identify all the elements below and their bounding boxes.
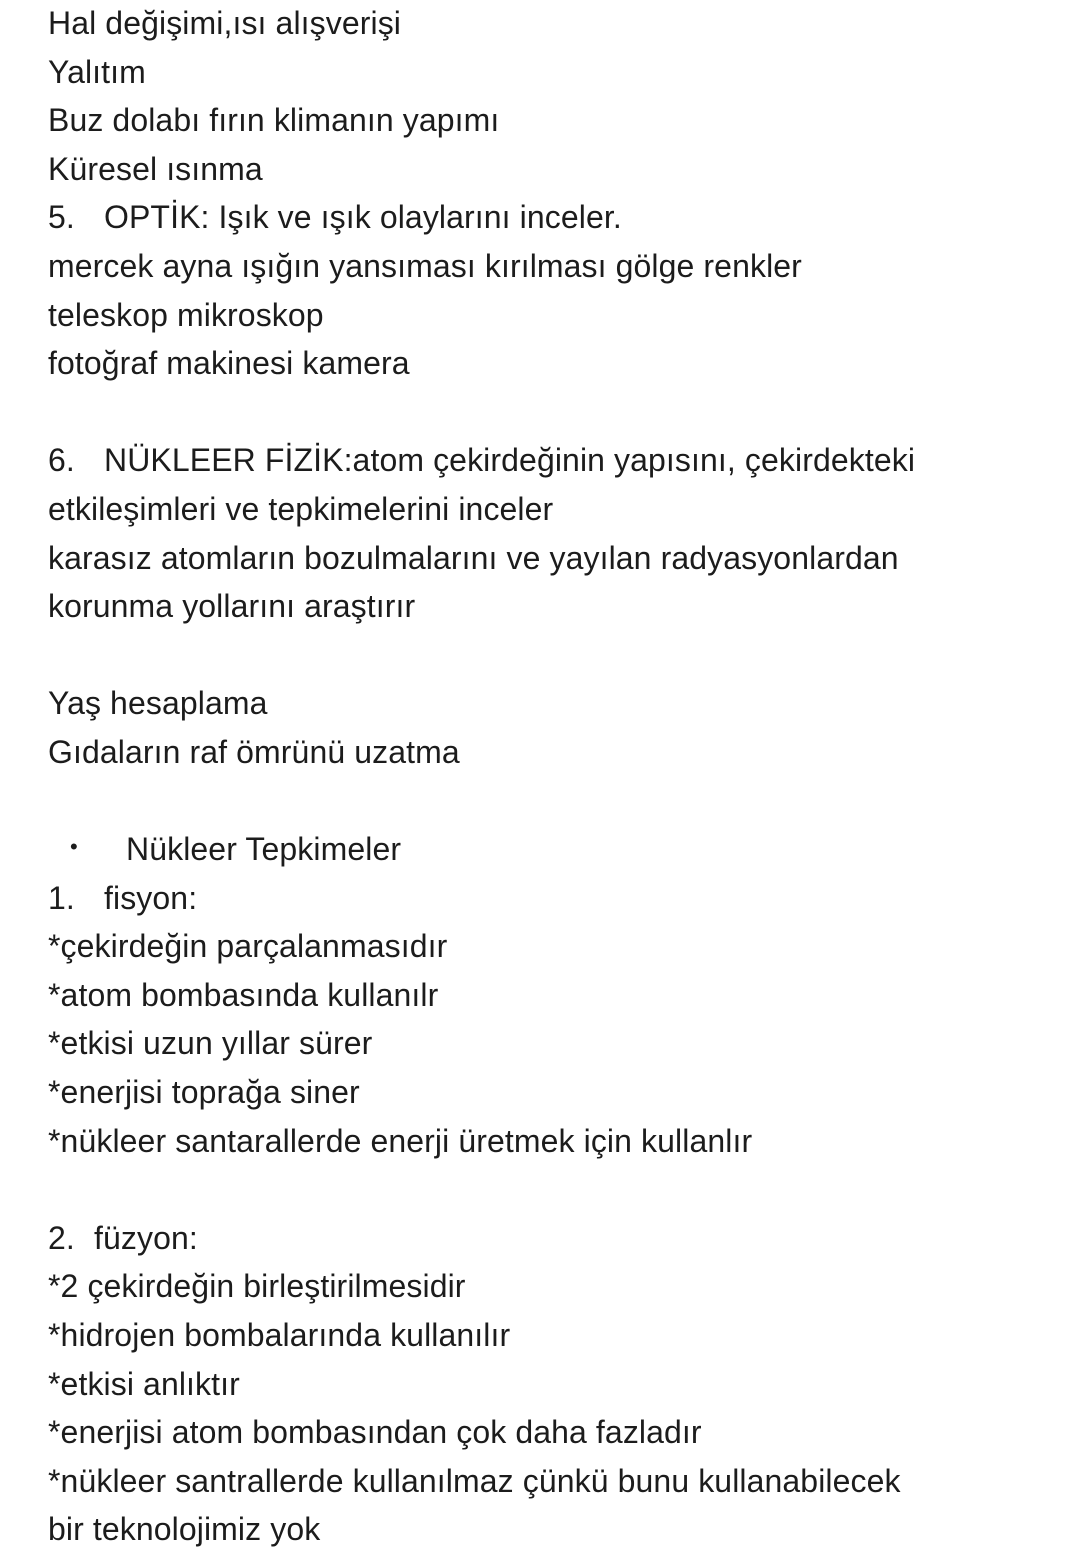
optics-number: 5. bbox=[48, 199, 75, 236]
optics-heading-line bbox=[48, 193, 1058, 242]
spacer bbox=[48, 1165, 1058, 1214]
fission-item: *etkisi uzun yıllar sürer bbox=[48, 1025, 373, 1062]
optics-line-3: fotoğraf makinesi kamera bbox=[48, 345, 410, 382]
fusion-item: bir teknolojimiz yok bbox=[48, 1511, 321, 1548]
bullet-icon: • bbox=[70, 834, 78, 860]
optics-heading: OPTİK: Işık ve ışık olaylarını inceler. bbox=[104, 199, 622, 236]
fusion-item: *hidrojen bombalarında kullanılır bbox=[48, 1317, 511, 1354]
fusion-heading: füzyon: bbox=[94, 1219, 198, 1256]
note-document bbox=[48, 0, 1058, 1554]
fusion-heading-line bbox=[48, 1214, 1058, 1263]
reactions-title: Nükleer Tepkimeler bbox=[126, 831, 402, 868]
optics-line-1: mercek ayna ışığın yansıması kırılması gölge renkler bbox=[48, 247, 802, 284]
fusion-item: *2 çekirdeğin birleştirilmesidir bbox=[48, 1268, 466, 1305]
fusion-number: 2. bbox=[48, 1219, 75, 1256]
fission-item: *çekirdeğin parçalanmasıdır bbox=[48, 928, 448, 965]
fusion-item: *nükleer santrallerde kullanılmaz çünkü bunu kullanabilecek bbox=[48, 1462, 901, 1499]
fission-item: *nükleer santarallerde enerji üretmek için kullanlır bbox=[48, 1122, 753, 1159]
fission-heading-line bbox=[48, 874, 1058, 923]
heat-line-4: Küresel ısınma bbox=[48, 150, 263, 187]
fission-number: 1. bbox=[48, 879, 75, 916]
heat-line-1: Hal değişimi,ısı alışverişi bbox=[48, 5, 402, 41]
heat-line-3: Buz dolabı fırın klimanın yapımı bbox=[48, 102, 500, 139]
heat-line-2: Yalıtım bbox=[48, 53, 146, 90]
optics-line-2: teleskop mikroskop bbox=[48, 296, 324, 333]
fission-item: *atom bombasında kullanılr bbox=[48, 976, 439, 1013]
fission-item: *enerjisi toprağa siner bbox=[48, 1074, 360, 1111]
spacer bbox=[48, 631, 1058, 680]
spacer bbox=[48, 388, 1058, 437]
uses-line-2: Gıdaların raf ömrünü uzatma bbox=[48, 733, 460, 770]
fission-heading: fisyon: bbox=[104, 879, 198, 916]
fusion-item: *enerjisi atom bombasından çok daha fazladır bbox=[48, 1414, 702, 1451]
nuclear-line-2: karasız atomların bozulmalarını ve yayılan radyasyonlardan bbox=[48, 539, 899, 576]
nuclear-heading: NÜKLEER FİZİK:atom çekirdeğinin yapısını, çekirdekteki bbox=[104, 442, 916, 479]
reactions-heading-line bbox=[48, 825, 1058, 874]
nuclear-line-1: etkileşimleri ve tepkimelerini inceler bbox=[48, 490, 554, 527]
uses-line-1: Yaş hesaplama bbox=[48, 685, 268, 722]
nuclear-heading-line bbox=[48, 436, 1058, 485]
spacer bbox=[48, 777, 1058, 826]
fusion-item: *etkisi anlıktır bbox=[48, 1365, 240, 1402]
nuclear-line-3: korunma yollarını araştırır bbox=[48, 588, 416, 625]
nuclear-number: 6. bbox=[48, 442, 75, 479]
